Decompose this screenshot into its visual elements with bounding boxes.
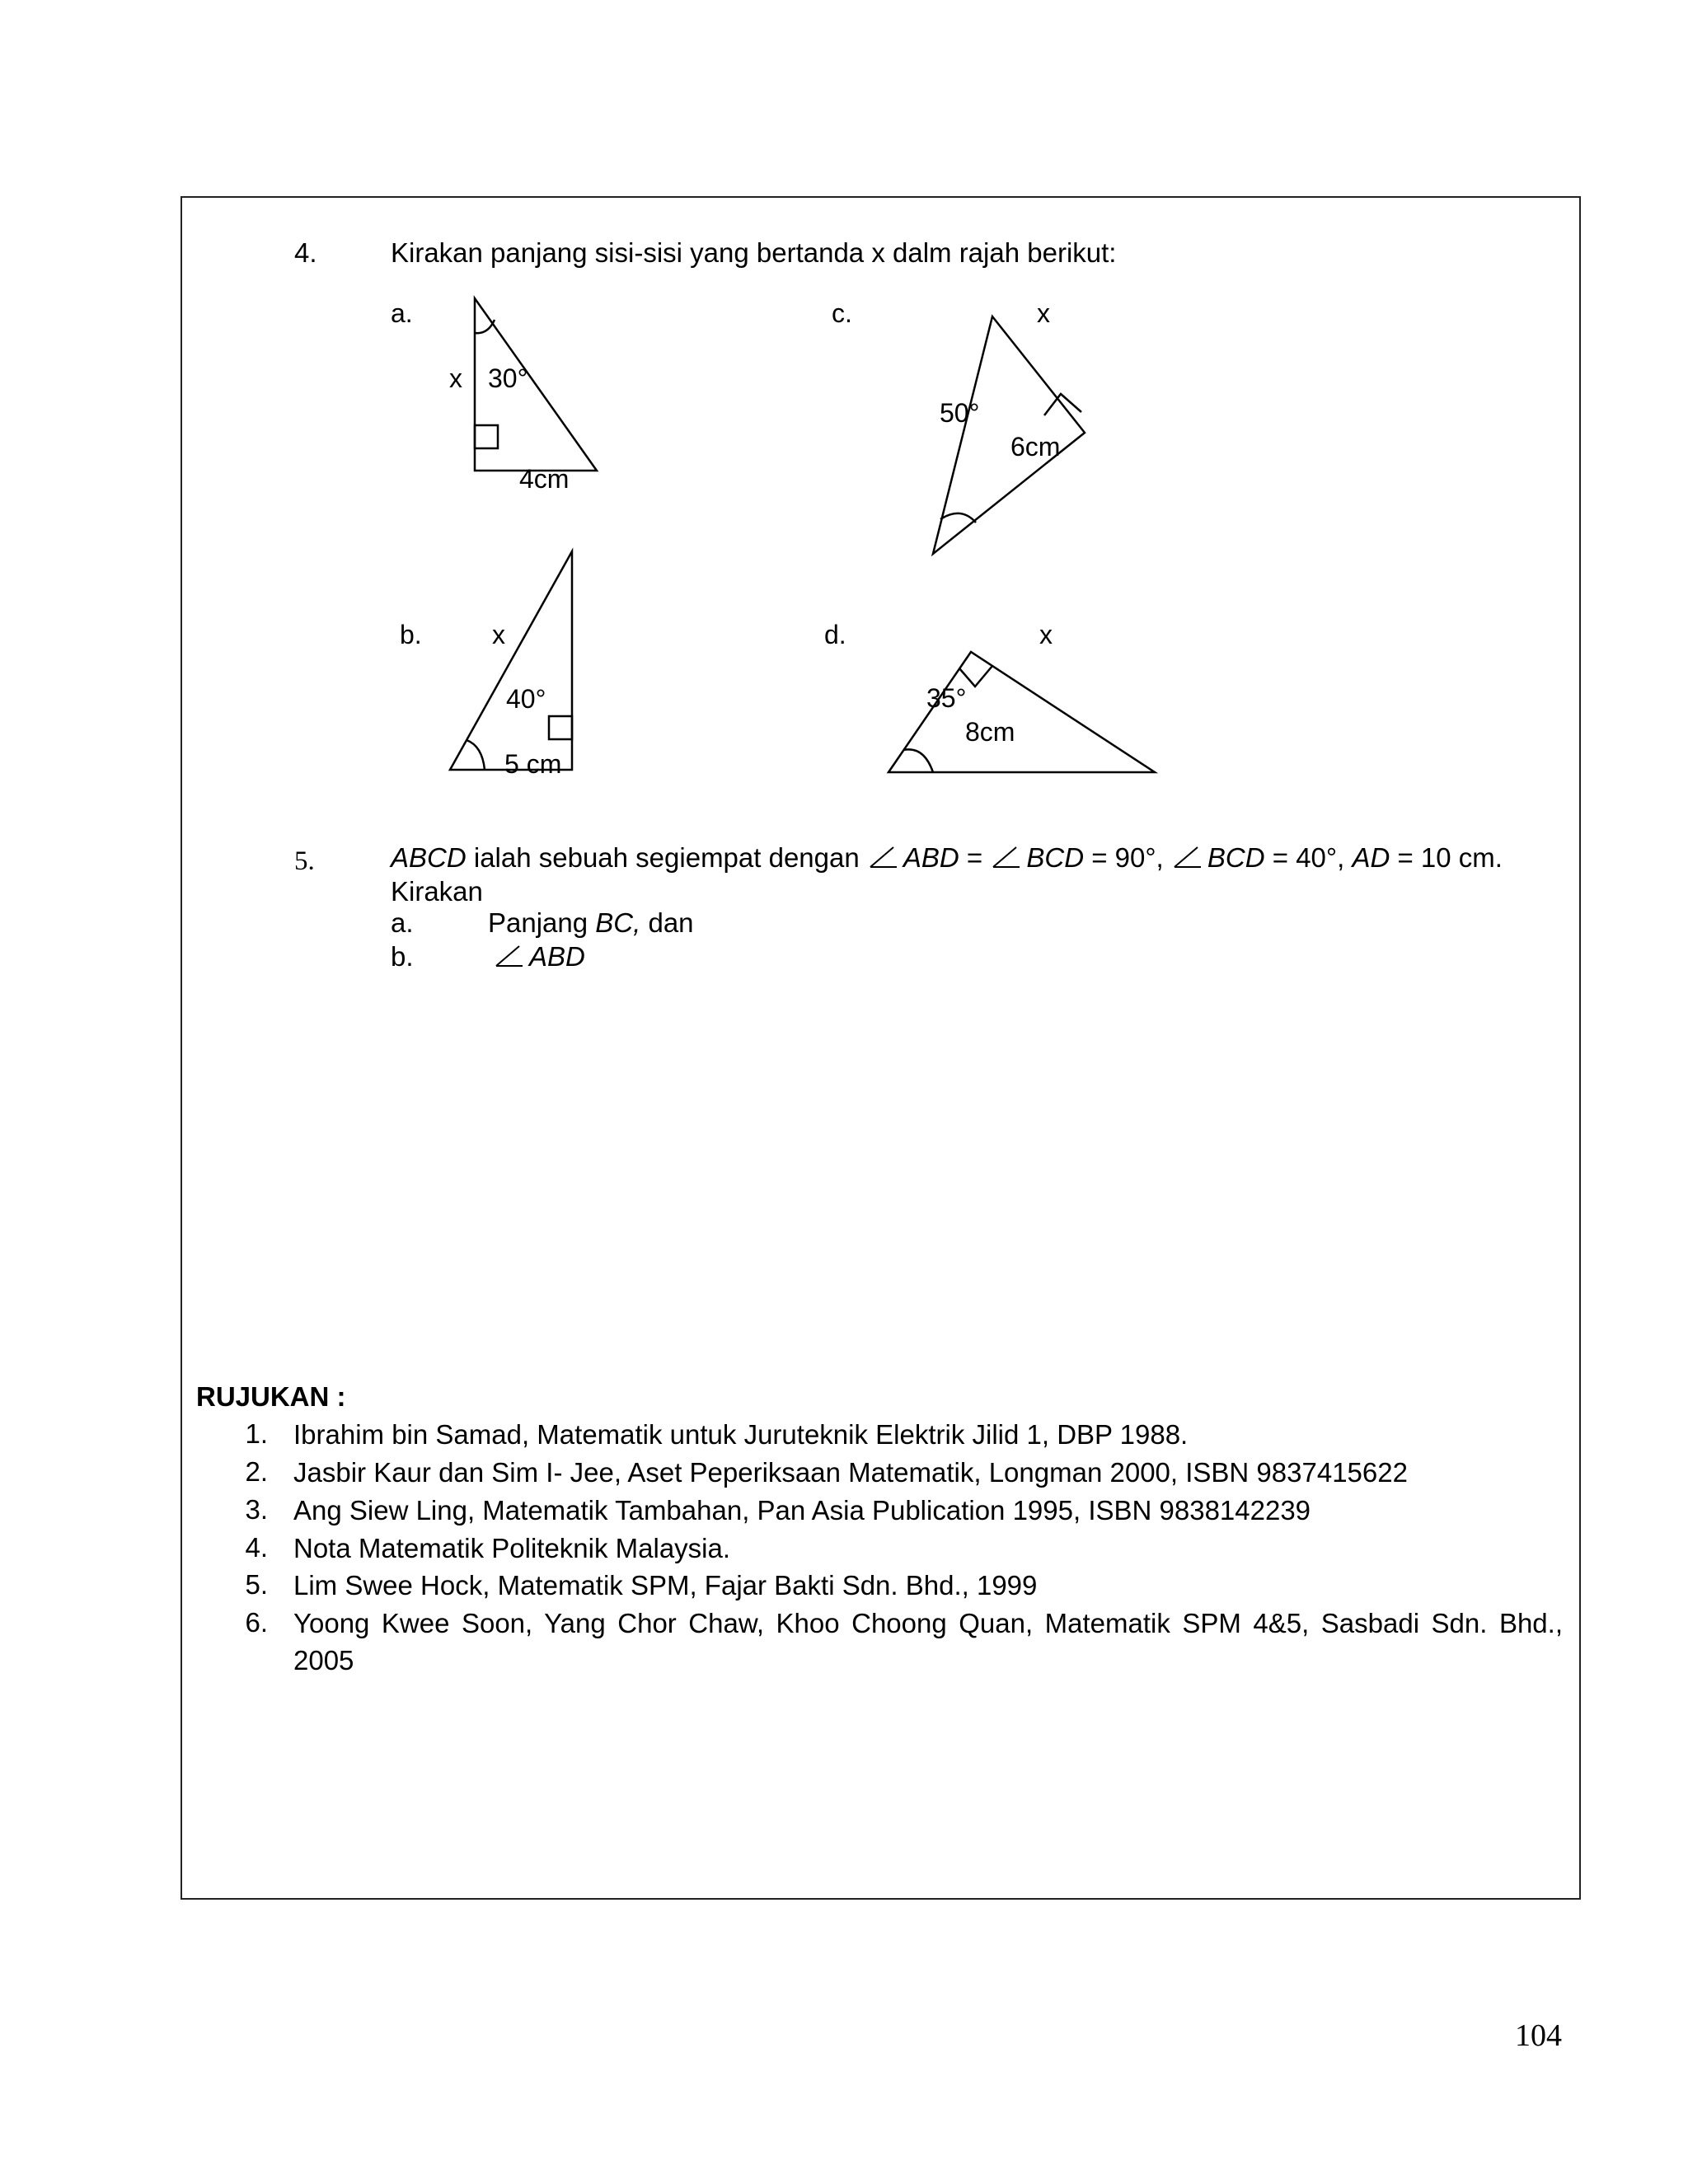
reference-item: Ibrahim bin Samad, Matematik untuk Juruteknik Elektrik Jilid 1, DBP 1988. bbox=[293, 1419, 1189, 1450]
figure-b-angle: 40° bbox=[506, 684, 546, 714]
right-angle-mark-b bbox=[549, 716, 572, 739]
q5-part-b-text bbox=[493, 940, 585, 973]
reference-number: 3. bbox=[245, 1494, 268, 1525]
figure-d-label: d. bbox=[824, 620, 846, 649]
question-5-statement bbox=[391, 841, 1503, 874]
figure-d-x: x bbox=[1039, 620, 1053, 649]
q5-eq: = bbox=[959, 842, 991, 873]
angle-icon bbox=[869, 846, 898, 869]
q5-part-a-label: a. bbox=[391, 907, 414, 938]
angle-icon bbox=[992, 846, 1021, 869]
figure-a-side: 4cm bbox=[519, 464, 570, 494]
q5-ten: = 10 cm. bbox=[1390, 842, 1503, 873]
reference-number: 5. bbox=[245, 1569, 268, 1600]
q5-part-a-dan: dan bbox=[640, 907, 694, 938]
reference-number: 4. bbox=[245, 1532, 268, 1563]
page-number: 104 bbox=[1515, 2018, 1562, 2053]
angle-arc-b bbox=[467, 740, 485, 770]
reference-number: 2. bbox=[245, 1456, 268, 1487]
angle-icon bbox=[1173, 846, 1203, 869]
references-heading: RUJUKAN : bbox=[196, 1381, 346, 1412]
q5-part-b-label: b. bbox=[391, 941, 414, 972]
q5-part-a-bc: BC, bbox=[595, 907, 641, 938]
figure-a-x: x bbox=[449, 363, 462, 393]
q5-part-a-prefix: Panjang bbox=[488, 907, 596, 938]
reference-item: Jasbir Kaur dan Sim I- Jee, Aset Peperiksaan Matematik, Longman 2000, ISBN 9837415622 bbox=[293, 1457, 1408, 1488]
reference-item: Nota Matematik Politeknik Malaysia. bbox=[293, 1533, 731, 1563]
question-5-number: 5. bbox=[294, 846, 315, 876]
figure-c-angle: 50° bbox=[940, 398, 980, 428]
reference-item: Yoong Kwee Soon, Yang Chor Chaw, Khoo Choong Quan, Matematik SPM 4&5, Sasbadi Sdn. Bhd., 2005 bbox=[293, 1608, 1563, 1675]
reference-item: Lim Swee Hock, Matematik SPM, Fajar Bakti Sdn. Bhd., 1999 bbox=[293, 1570, 1038, 1601]
q5-ad: AD bbox=[1352, 842, 1390, 873]
q5-kirakan: Kirakan bbox=[391, 876, 483, 907]
angle-arc-d bbox=[903, 749, 933, 772]
question-4-text: Kirakan panjang sisi-sisi yang bertanda x dalm rajah berikut: bbox=[391, 237, 1117, 268]
angle-arc-c bbox=[940, 513, 976, 523]
q5-abd: ABD bbox=[903, 842, 959, 873]
triangle-figures bbox=[0, 0, 1688, 824]
q5-bcd: BCD bbox=[1026, 842, 1085, 873]
figure-d-angle: 35° bbox=[926, 683, 967, 713]
q5-bcd2: BCD bbox=[1207, 842, 1265, 873]
reference-item: Ang Siew Ling, Matematik Tambahan, Pan Asia Publication 1995, ISBN 9838142239 bbox=[293, 1495, 1311, 1526]
figure-c-side: 6cm bbox=[1010, 432, 1061, 462]
q5-part-a-text bbox=[488, 907, 694, 940]
figure-a-angle: 30° bbox=[488, 363, 528, 393]
q5-ninety: = 90°, bbox=[1084, 842, 1171, 873]
triangle-b bbox=[450, 551, 572, 770]
figure-b-side: 5 cm bbox=[504, 749, 562, 779]
figure-b-label: b. bbox=[400, 620, 422, 649]
figure-b-x: x bbox=[492, 620, 505, 649]
q5-forty: = 40°, bbox=[1264, 842, 1353, 873]
reference-number: 1. bbox=[245, 1418, 268, 1449]
angle-icon bbox=[495, 944, 524, 968]
figure-a-label: a. bbox=[391, 298, 413, 328]
figure-c-label: c. bbox=[832, 298, 852, 328]
figure-d-side: 8cm bbox=[965, 717, 1015, 747]
right-angle-mark-a bbox=[475, 425, 498, 448]
question-4-number: 4. bbox=[294, 237, 317, 268]
figure-c-x: x bbox=[1037, 298, 1050, 328]
reference-number: 6. bbox=[245, 1607, 268, 1638]
triangle-c bbox=[933, 316, 1085, 554]
q5-part-b-abd: ABD bbox=[529, 941, 585, 972]
q5-intro: ialah sebuah segiempat dengan bbox=[466, 842, 867, 873]
q5-abcd: ABCD bbox=[391, 842, 467, 873]
